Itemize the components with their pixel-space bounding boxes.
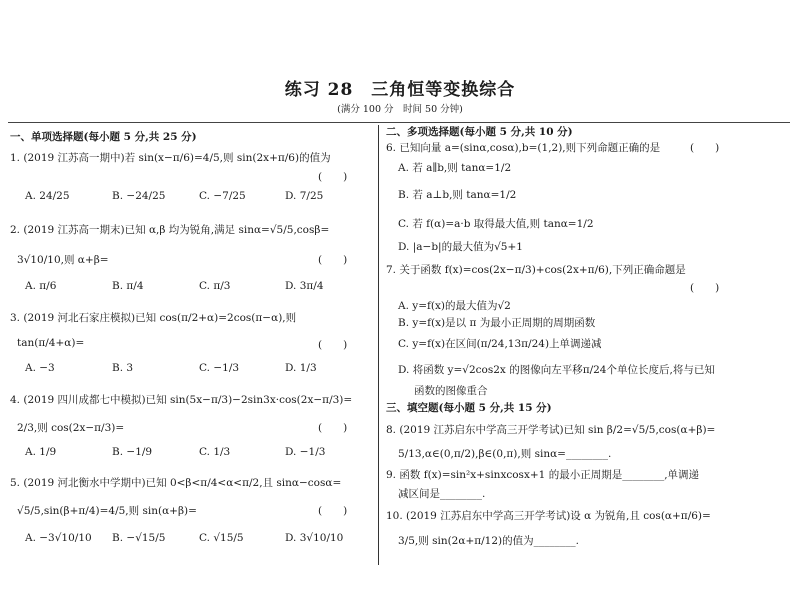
- page-title: 练习 28 三角恒等变换综合: [284, 80, 516, 100]
- q7-option-b: B. y=f(x)是以 π 为最小正周期的周期函数: [398, 317, 596, 329]
- q5-stem-line1: 5. (2019 河北衡水中学期中)已知 0<β<π/4<α<π/2,且 sinα−cosα=: [10, 477, 342, 489]
- q3-answer-paren: ( ): [318, 339, 348, 351]
- q4-option-c: C. 1/3: [199, 446, 231, 458]
- q9-stem-line1: 9. 函数 f(x)=sin²x+sinxcosx+1 的最小正周期是________,单调递: [386, 469, 700, 481]
- q9-stem-line2: 减区间是________.: [398, 488, 486, 500]
- q2-option-a: A. π/6: [25, 280, 57, 292]
- q7-option-c: C. y=f(x)在区间(π/24,13π/24)上单调递减: [398, 338, 602, 350]
- q8-stem-line1: 8. (2019 江苏启东中学高三开学考试)已知 sin β/2=√5/5,cos(α+β)=: [386, 424, 716, 436]
- q4-stem-line2: 2/3,则 cos(2x−π/3)=: [17, 422, 125, 434]
- q7-answer-paren: ( ): [690, 282, 720, 294]
- q6-option-d: D. |a−b|的最大值为√5+1: [398, 241, 523, 253]
- q3-stem-line2: tan(π/4+α)=: [17, 337, 85, 349]
- q5-option-b: B. −√15/5: [112, 532, 166, 544]
- q3-stem-line1: 3. (2019 河北石家庄模拟)已知 cos(π/2+α)=2cos(π−α),则: [10, 312, 297, 324]
- page-subtitle: (满分 100 分 时间 50 分钟): [337, 104, 463, 115]
- q7-option-d: D. 将函数 y=√2cos2x 的图像向左平移π/24个单位长度后,将与已知: [398, 364, 715, 376]
- q1-option-d: D. 7/25: [285, 190, 324, 202]
- q2-option-c: C. π/3: [199, 280, 231, 292]
- top-rule: [8, 122, 790, 123]
- q1-stem: 1. (2019 江苏高一期中)若 sin(x−π/6)=4/5,则 sin(2x+π/6)的值为: [10, 152, 331, 164]
- q5-stem-line2: √5/5,sin(β+π/4)=4/5,则 sin(α+β)=: [17, 505, 197, 517]
- q5-option-c: C. √15/5: [199, 532, 244, 544]
- q4-option-d: D. −1/3: [285, 446, 326, 458]
- q6-option-a: A. 若 a∥b,则 tanα=1/2: [398, 162, 512, 174]
- q2-stem-line1: 2. (2019 江苏高一期末)已知 α,β 均为锐角,满足 sinα=√5/5,cosβ=: [10, 224, 330, 236]
- q7-option-a: A. y=f(x)的最大值为√2: [398, 300, 511, 312]
- q4-answer-paren: ( ): [318, 422, 348, 434]
- section-single-choice: 一、单项选择题(每小题 5 分,共 25 分): [10, 131, 197, 143]
- q2-answer-paren: ( ): [318, 254, 348, 266]
- q1-option-b: B. −24/25: [112, 190, 166, 202]
- q2-option-d: D. 3π/4: [285, 280, 324, 292]
- q4-stem-line1: 4. (2019 四川成都七中模拟)已知 sin(5x−π/3)−2sin3x·cos(2x−π/3)=: [10, 394, 353, 406]
- q2-stem-line2: 3√10/10,则 α+β=: [17, 254, 109, 266]
- q5-option-a: A. −3√10/10: [25, 532, 92, 544]
- q1-answer-paren: ( ): [318, 171, 348, 183]
- q6-stem: 6. 已知向量 a=(sinα,cosα),b=(1,2),则下列命题正确的是: [386, 142, 661, 154]
- q10-stem-line2: 3/5,则 sin(2α+π/12)的值为________.: [398, 535, 579, 547]
- q8-stem-line2: 5/13,α∈(0,π/2),β∈(0,π),则 sinα=________.: [398, 448, 612, 460]
- q3-option-c: C. −1/3: [199, 362, 240, 374]
- q5-answer-paren: ( ): [318, 505, 348, 517]
- q7-option-d-cont: 函数的图像重合: [414, 385, 488, 397]
- q6-option-b: B. 若 a⊥b,则 tanα=1/2: [398, 189, 517, 201]
- column-divider: [378, 125, 379, 565]
- section-multiple-choice: 二、多项选择题(每小题 5 分,共 10 分): [386, 126, 573, 138]
- q6-option-c: C. 若 f(α)=a·b 取得最大值,则 tanα=1/2: [398, 218, 594, 230]
- q1-option-c: C. −7/25: [199, 190, 246, 202]
- q5-option-d: D. 3√10/10: [285, 532, 344, 544]
- section-fill-blank: 三、填空题(每小题 5 分,共 15 分): [386, 402, 552, 414]
- q6-answer-paren: ( ): [690, 142, 720, 154]
- q7-stem: 7. 关于函数 f(x)=cos(2x−π/3)+cos(2x+π/6),下列正确命题是: [386, 264, 686, 276]
- q2-option-b: B. π/4: [112, 280, 144, 292]
- q3-option-b: B. 3: [112, 362, 134, 374]
- q3-option-a: A. −3: [25, 362, 55, 374]
- q4-option-b: B. −1/9: [112, 446, 153, 458]
- q3-option-d: D. 1/3: [285, 362, 317, 374]
- q10-stem-line1: 10. (2019 江苏启东中学高三开学考试)设 α 为锐角,且 cos(α+π/6)=: [386, 510, 711, 522]
- q4-option-a: A. 1/9: [25, 446, 57, 458]
- q1-option-a: A. 24/25: [25, 190, 70, 202]
